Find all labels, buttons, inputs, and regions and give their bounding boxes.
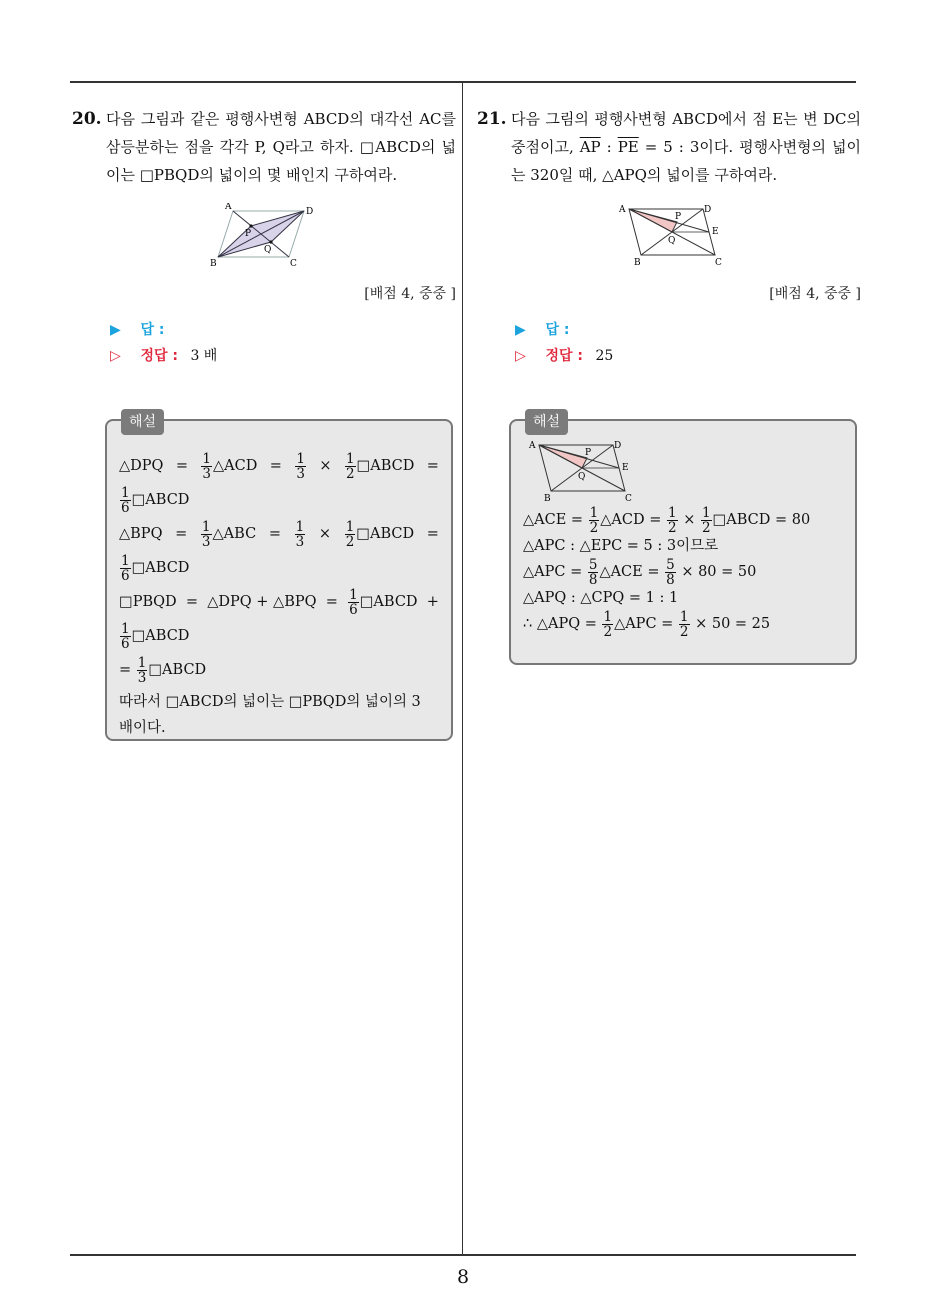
numerator: 1	[137, 654, 147, 671]
math-term: △DPQ + △BPQ	[207, 594, 317, 610]
denominator: 3	[137, 669, 147, 686]
solution-row	[119, 449, 439, 483]
problem-20-column	[72, 105, 456, 369]
solution-row	[119, 619, 439, 653]
label-p: P	[675, 212, 682, 222]
math-op: =	[185, 594, 199, 610]
math-text: × 80 = 50	[681, 564, 757, 580]
fraction	[201, 520, 212, 549]
denominator: 2	[667, 519, 677, 536]
denominator: 8	[666, 571, 675, 588]
solution-row	[119, 517, 439, 551]
problem-20	[72, 105, 456, 189]
math-text: △ACD =	[600, 512, 662, 528]
denominator: 6	[121, 499, 130, 516]
math-text: □ABCD	[359, 594, 418, 610]
numerator: 1	[603, 608, 613, 625]
numerator: 5	[588, 556, 598, 573]
math-op: =	[325, 594, 338, 610]
label-d: D	[614, 441, 622, 451]
numerator: 1	[701, 504, 711, 521]
solution-row	[523, 505, 843, 535]
math-op: ×	[319, 458, 332, 474]
math-text: △ACE =	[523, 512, 584, 528]
numerator: 1	[121, 620, 130, 637]
solution-tag: 해설	[525, 409, 568, 435]
math-op: ×	[318, 526, 332, 542]
label-c: C	[715, 258, 722, 268]
solution-row	[523, 609, 843, 639]
math-term	[200, 517, 256, 551]
label-q: Q	[668, 236, 676, 246]
denominator: 3	[296, 465, 305, 482]
fraction	[120, 554, 131, 583]
fraction	[679, 610, 690, 639]
answer-label: 답 :	[140, 322, 165, 338]
correct-answer-line	[515, 343, 861, 369]
correct-marker-icon: ▷	[515, 348, 526, 364]
solution-row	[119, 483, 439, 517]
numerator: 1	[121, 484, 130, 501]
fraction	[201, 452, 212, 481]
math-text: ∴ △APQ =	[523, 616, 597, 632]
math-op: =	[269, 458, 282, 474]
denominator: 6	[121, 567, 130, 584]
numerator: 5	[666, 556, 675, 573]
fraction	[589, 506, 600, 535]
label-e: E	[712, 227, 719, 237]
math-op: =	[175, 458, 188, 474]
math-text: □ABCD	[148, 662, 207, 678]
correct-value: 3 배	[190, 348, 218, 364]
fraction	[120, 622, 131, 651]
solution-row	[119, 653, 439, 687]
denominator: 2	[603, 623, 613, 640]
label-e: E	[622, 463, 629, 473]
label-d: D	[704, 205, 712, 215]
answer-marker-icon: ▶	[110, 322, 121, 338]
label-b: B	[210, 259, 217, 269]
problem-number: 20.	[72, 109, 102, 129]
math-term: □PBQD	[119, 594, 177, 610]
denominator: 3	[202, 465, 212, 482]
numerator: 1	[345, 450, 355, 467]
label-b: B	[634, 258, 641, 268]
correct-label: 정답 :	[545, 348, 583, 364]
parallelogram-figure	[613, 203, 725, 269]
math-term	[344, 517, 414, 551]
numerator: 1	[667, 504, 677, 521]
math-text: □ABCD	[131, 560, 190, 576]
math-op: =	[268, 526, 281, 542]
label-p: P	[585, 448, 592, 458]
solution-conclusion-2: 배이다.	[119, 720, 166, 736]
parallelogram-figure	[209, 203, 319, 269]
numerator: 1	[121, 552, 130, 569]
denominator: 2	[345, 465, 355, 482]
math-op: =	[119, 662, 132, 678]
score: [배점 4, 중중 ]	[769, 286, 861, 302]
page-number: 8	[456, 1266, 470, 1288]
math-term	[344, 449, 414, 483]
problem-text-end: = 5 : 3이다. 평행사변형의 넓이는 320일 때, △APQ의 넓이를 구하여라.	[511, 138, 862, 184]
score: [배점 4, 중중 ]	[364, 286, 456, 302]
label-a: A	[225, 203, 232, 212]
denominator: 2	[589, 519, 599, 536]
math-op: +	[426, 594, 439, 610]
numerator: 1	[589, 504, 599, 521]
solution-tag: 해설	[121, 409, 164, 435]
segment-ap: $\overline{AP}$	[579, 138, 601, 156]
problem-21-column	[477, 105, 861, 369]
solution-conclusion: 따라서 □ABCD의 넓이는 □PBQD의 넓이의 3	[119, 694, 421, 710]
problem-number: 21.	[477, 109, 507, 129]
ratio-colon: :	[600, 138, 618, 156]
solution-row	[119, 585, 439, 619]
math-op: =	[175, 526, 188, 542]
solution-row: △APC : △EPC = 5 : 3이므로	[523, 538, 719, 554]
math-term	[200, 449, 257, 483]
bottom-rule	[70, 1254, 856, 1256]
label-c: C	[290, 259, 297, 269]
solution-figure	[523, 439, 635, 505]
fraction	[345, 520, 356, 549]
solution-row: △APQ : △CPQ = 1 : 1	[523, 590, 679, 606]
denominator: 3	[295, 533, 305, 550]
denominator: 8	[588, 571, 598, 588]
numerator: 1	[679, 608, 689, 625]
denominator: 6	[121, 635, 130, 652]
fraction	[667, 506, 678, 535]
problem-text: 다음 그림과 같은 평행사변형 ABCD의 대각선 AC를 삼등분하는 점을 각각 P, Q라고 하자. □ABCD의 넓이는 □PBQD의 넓이의 몇 배인지 구하여라.	[106, 110, 456, 184]
denominator: 2	[679, 623, 689, 640]
math-text: □ABCD	[356, 458, 415, 474]
math-term: △DPQ	[119, 458, 164, 474]
column-divider	[462, 82, 463, 1254]
top-rule	[70, 81, 856, 83]
solution-row	[523, 557, 843, 587]
math-term: △BPQ	[119, 526, 163, 542]
correct-label: 정답 :	[140, 348, 178, 364]
math-text: △ACE =	[599, 564, 660, 580]
label-a: A	[529, 441, 536, 451]
math-text: □ABCD	[131, 492, 190, 508]
solution-box-21	[509, 414, 857, 665]
math-term	[347, 585, 417, 619]
math-op: ×	[683, 512, 696, 528]
answer-label: 답 :	[545, 322, 570, 338]
correct-marker-icon: ▷	[110, 348, 121, 364]
answer-line	[110, 317, 456, 343]
answer-marker-icon: ▶	[515, 322, 526, 338]
numerator: 1	[201, 518, 211, 535]
label-q: Q	[578, 472, 586, 482]
fraction	[588, 558, 599, 587]
math-text: △APC =	[523, 564, 583, 580]
math-op: =	[426, 526, 439, 542]
label-q: Q	[264, 245, 272, 255]
fraction	[665, 558, 676, 587]
label-d: D	[306, 207, 314, 217]
numerator: 1	[345, 518, 355, 535]
fraction	[295, 452, 306, 481]
denominator: 6	[349, 601, 358, 618]
math-text: △APC =	[614, 616, 674, 632]
fraction	[701, 506, 712, 535]
math-text: △ABC	[212, 526, 257, 542]
fraction	[345, 452, 356, 481]
numerator: 1	[295, 518, 305, 535]
math-text: △ACD	[213, 458, 258, 474]
denominator: 3	[201, 533, 211, 550]
math-text: □ABCD	[131, 628, 190, 644]
denominator: 2	[701, 519, 711, 536]
numerator: 1	[202, 450, 212, 467]
numerator: 1	[349, 586, 358, 603]
fraction	[137, 656, 148, 685]
label-p: P	[245, 229, 252, 239]
math-text: □ABCD	[356, 526, 415, 542]
problem-text: 다음 그림의 평행사변형 ABCD에서 점 E는 변 DC의 중점이고,	[511, 110, 861, 156]
solution-box-20	[105, 414, 453, 741]
label-b: B	[544, 494, 551, 504]
solution-row	[119, 551, 439, 585]
math-text: □ABCD = 80	[712, 512, 811, 528]
label-c: C	[625, 494, 632, 504]
fraction	[295, 520, 306, 549]
problem-21	[477, 105, 861, 189]
segment-pe: $\overline{PE}$	[617, 138, 639, 156]
answer-line	[515, 317, 861, 343]
fraction	[602, 610, 613, 639]
numerator: 1	[296, 450, 305, 467]
fraction	[120, 486, 131, 515]
denominator: 2	[345, 533, 355, 550]
label-a: A	[619, 205, 626, 215]
correct-value: 25	[595, 348, 614, 364]
fraction	[348, 588, 359, 617]
correct-answer-line	[110, 343, 456, 369]
math-text: × 50 = 25	[695, 616, 771, 632]
math-op: =	[426, 458, 439, 474]
